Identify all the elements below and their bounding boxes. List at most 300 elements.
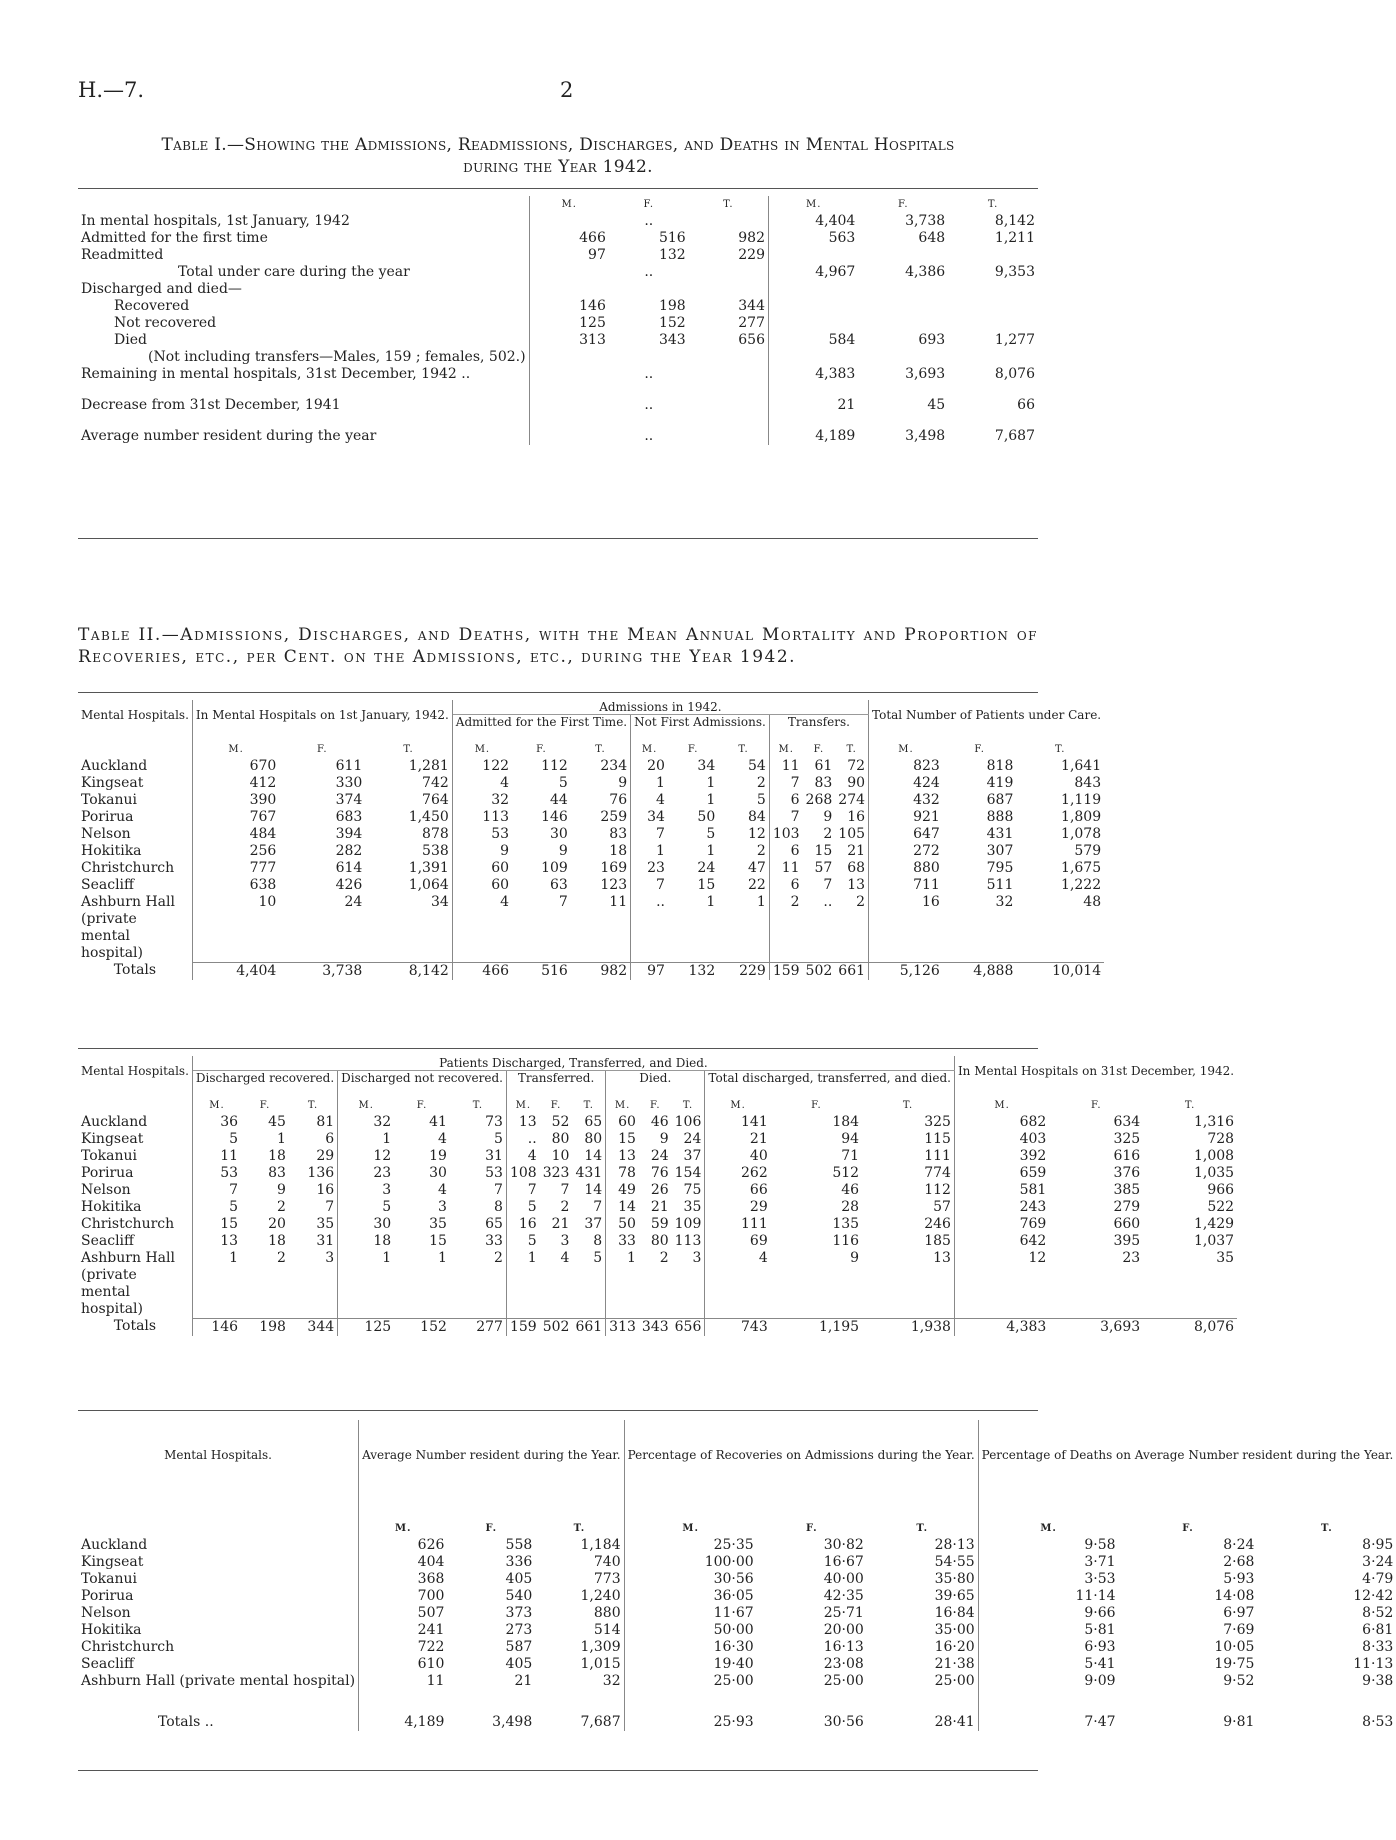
value-cell: 19·75 — [1214, 1656, 1255, 1672]
value-cell: 368 — [417, 1571, 445, 1587]
hospital-row — [78, 775, 1104, 792]
total-cell: 7·47 — [1084, 1714, 1116, 1730]
value-cell: 30·82 — [823, 1537, 864, 1553]
value-cell: 28 — [841, 1199, 860, 1215]
total-cell: 1,195 — [771, 1318, 862, 1336]
value-cell: 584 — [828, 332, 856, 348]
value-cell: 3,693 — [905, 366, 946, 382]
total-cell: 25·93 — [713, 1714, 754, 1730]
value-cell: 23 — [373, 1165, 392, 1181]
value-cell: 12 — [373, 1148, 392, 1164]
value-cell: 4 — [656, 792, 665, 808]
empty-cell — [948, 349, 1038, 366]
value-cell: 431 — [572, 1165, 605, 1182]
value-cell: 78 — [618, 1165, 636, 1181]
value-cell: 403 — [1019, 1131, 1047, 1147]
value-cell: 405 — [505, 1571, 533, 1587]
empty-cell — [948, 281, 1038, 298]
mft-head: M. — [394, 1523, 412, 1534]
value-cell: 5 — [229, 1131, 239, 1147]
value-cell: 507 — [417, 1605, 445, 1621]
empty-cell — [948, 298, 1038, 315]
total-cell: 146 — [192, 1318, 241, 1336]
value-cell: 184 — [832, 1114, 860, 1130]
value-cell: 6 — [790, 792, 800, 808]
hospital-name: Auckland — [78, 758, 192, 775]
value-cell: 53 — [220, 1165, 239, 1181]
value-cell: 3,738 — [905, 213, 946, 229]
row-label: Not recovered — [78, 315, 529, 332]
value-cell: 146 — [541, 809, 568, 825]
value-cell: 16·30 — [713, 1639, 754, 1655]
total-cell: 1,938 — [862, 1318, 954, 1336]
value-cell: 13 — [518, 1114, 537, 1130]
value-cell: 1 — [527, 1250, 537, 1266]
value-cell: 66 — [749, 1182, 768, 1198]
hospital-name: Kingseat — [78, 1131, 192, 1148]
mft-head: T. — [1055, 744, 1066, 755]
value-cell: 123 — [571, 877, 631, 894]
value-cell: 30 — [373, 1216, 392, 1232]
value-cell: 241 — [417, 1622, 445, 1638]
value-cell: 823 — [913, 758, 940, 774]
value-cell: 1,035 — [1193, 1165, 1235, 1181]
column-header: In Mental Hospitals on 31st December, 1942. — [957, 1063, 1235, 1078]
value-cell: 1 — [706, 792, 716, 808]
header-row — [78, 1056, 1237, 1071]
value-cell: 7 — [823, 877, 833, 893]
value-cell: .. — [644, 213, 654, 229]
table1 — [78, 196, 1038, 445]
value-cell: 113 — [482, 809, 510, 825]
total-cell: 4,383 — [954, 1318, 1049, 1336]
value-cell: 484 — [249, 826, 277, 842]
value-cell: 35 — [1216, 1250, 1235, 1266]
hospital-row — [78, 1537, 1396, 1554]
empty-cell — [689, 349, 769, 366]
value-cell: 1,675 — [1061, 860, 1102, 876]
row-label: Recovered — [78, 298, 529, 315]
value-cell: 7 — [560, 1182, 570, 1198]
mft-head: M. — [209, 1100, 225, 1111]
hospital-name: Seacliff — [78, 1233, 192, 1250]
mft-row — [78, 729, 1104, 758]
mft-head: M. — [682, 1523, 699, 1534]
value-cell: 373 — [505, 1605, 533, 1621]
value-cell: 431 — [986, 826, 1014, 842]
value-cell: .. — [823, 894, 833, 910]
table1-row — [78, 332, 1038, 349]
hospital-name: Nelson — [78, 826, 192, 843]
value-cell: 1 — [277, 1131, 286, 1147]
value-cell: 880 — [535, 1605, 624, 1622]
total-cell: 152 — [394, 1318, 450, 1336]
total-cell: 344 — [289, 1318, 338, 1336]
value-cell: 21 — [835, 843, 868, 860]
column-header: Mental Hospitals. — [78, 1420, 359, 1490]
value-cell: 21 — [749, 1131, 768, 1147]
table1-row — [78, 281, 1038, 298]
value-cell: 21 — [514, 1673, 533, 1689]
value-cell: 30 — [429, 1165, 447, 1181]
value-cell: 259 — [571, 809, 631, 826]
value-cell: 773 — [535, 1571, 624, 1588]
value-cell: 432 — [913, 792, 940, 808]
empty-cell — [689, 281, 769, 298]
column-header: Percentage of Deaths on Average Number resident during the Year. — [981, 1448, 1394, 1462]
value-cell: 14·08 — [1214, 1588, 1255, 1604]
value-cell: 19 — [429, 1148, 447, 1164]
value-cell: 7 — [790, 809, 800, 825]
value-cell: 2 — [659, 1250, 669, 1266]
value-cell: 6 — [790, 843, 800, 859]
value-cell: 4,386 — [905, 264, 946, 280]
value-cell: 1,211 — [994, 230, 1035, 246]
table1-top-rule — [78, 188, 1038, 189]
value-cell: 45 — [268, 1114, 286, 1130]
value-cell: 1,391 — [365, 860, 452, 877]
value-cell: 4,404 — [815, 213, 856, 229]
column-header: Patients Discharged, Transferred, and Died. — [192, 1056, 954, 1071]
value-cell: 1 — [656, 775, 665, 791]
value-cell: 256 — [249, 843, 277, 859]
value-cell: 4·79 — [1362, 1571, 1394, 1587]
mft-row — [78, 1490, 1396, 1537]
value-cell: 1,119 — [1061, 792, 1102, 808]
value-cell: 20·00 — [823, 1622, 864, 1638]
empty-cell — [529, 383, 609, 414]
value-cell: 376 — [1113, 1165, 1141, 1181]
mft-head: F. — [649, 1100, 661, 1111]
value-cell: 7 — [790, 775, 800, 791]
value-cell: 1 — [718, 894, 769, 962]
value-cell: 426 — [335, 877, 363, 893]
value-cell: 1 — [706, 894, 716, 910]
value-cell: 71 — [841, 1148, 860, 1164]
value-cell: 558 — [505, 1537, 533, 1553]
hospital-name: Auckland — [78, 1537, 359, 1554]
empty-cell — [529, 264, 609, 281]
value-cell: 3 — [382, 1182, 392, 1198]
hospital-row — [78, 1114, 1237, 1131]
value-cell: 65 — [572, 1114, 605, 1131]
hospital-row — [78, 1554, 1396, 1571]
value-cell: 2 — [790, 894, 800, 910]
value-cell: 37 — [572, 1216, 605, 1233]
column-header: Not First Admissions. — [631, 715, 770, 730]
value-cell: 111 — [741, 1216, 768, 1232]
value-cell: 9 — [558, 843, 568, 859]
value-cell: 511 — [986, 877, 1014, 893]
value-cell: 112 — [862, 1182, 954, 1199]
column-header: In Mental Hospitals on 1st January, 1942. — [192, 700, 452, 729]
mft-head: M. — [358, 1100, 374, 1111]
value-cell: 728 — [1207, 1131, 1235, 1147]
value-cell: 154 — [672, 1165, 705, 1182]
empty-cell — [529, 281, 609, 298]
empty-cell — [689, 366, 769, 383]
table2-part1-rule — [78, 1048, 1038, 1049]
header-row — [78, 1420, 1396, 1490]
value-cell: 13 — [862, 1250, 954, 1318]
value-cell: 15 — [814, 843, 833, 859]
value-cell: 24 — [672, 1131, 705, 1148]
total-cell: 4,404 — [192, 962, 279, 980]
value-cell: 53 — [491, 826, 510, 842]
value-cell: 32 — [995, 894, 1014, 910]
value-cell: 36 — [220, 1114, 239, 1130]
column-header: Total Number of Patients under Care. — [872, 707, 1102, 722]
value-cell: 5 — [718, 792, 769, 809]
value-cell: 660 — [1113, 1216, 1141, 1232]
value-cell: 419 — [986, 775, 1014, 791]
column-header: Transfers. — [769, 715, 868, 730]
value-cell: 34 — [697, 758, 716, 774]
value-cell: 2 — [823, 826, 833, 842]
value-cell: 1 — [626, 1250, 636, 1266]
value-cell: 325 — [1113, 1131, 1141, 1147]
value-cell: 32 — [373, 1114, 392, 1130]
value-cell: 843 — [1074, 775, 1102, 791]
value-cell: 3 — [437, 1199, 447, 1215]
totals-row — [78, 962, 1104, 980]
value-cell: 23·08 — [823, 1656, 864, 1672]
value-cell: 272 — [913, 843, 940, 859]
value-cell: 24 — [344, 894, 363, 910]
value-cell: 1 — [656, 843, 665, 859]
value-cell: 35 — [429, 1216, 447, 1232]
value-cell: 7 — [289, 1199, 338, 1216]
value-cell: 54 — [718, 758, 769, 775]
value-cell: 1 — [382, 1131, 392, 1147]
value-cell: 6 — [289, 1131, 338, 1148]
value-cell: 9 — [500, 843, 510, 859]
value-cell: 12 — [1028, 1250, 1047, 1266]
value-cell: 392 — [1019, 1148, 1047, 1164]
mft-head: M. — [641, 744, 658, 755]
value-cell: 424 — [913, 775, 940, 791]
hospital-name: Tokanui — [78, 1571, 359, 1588]
value-cell: 3·71 — [1084, 1554, 1116, 1570]
empty-cell — [78, 1490, 359, 1537]
value-cell: 390 — [249, 792, 277, 808]
empty-cell — [858, 247, 948, 264]
col-head: T. — [689, 196, 769, 213]
value-cell: 323 — [542, 1165, 570, 1181]
value-cell: 69 — [749, 1233, 768, 1249]
value-cell: 764 — [365, 792, 452, 809]
total-cell: 28·41 — [867, 1690, 978, 1731]
value-cell: 22 — [718, 877, 769, 894]
value-cell: 616 — [1113, 1148, 1141, 1164]
value-cell: 100·00 — [704, 1554, 754, 1570]
value-cell: 21 — [650, 1199, 669, 1215]
value-cell: 1,809 — [1061, 809, 1102, 825]
mft-head: F. — [1090, 1100, 1102, 1111]
value-cell: 83 — [268, 1165, 286, 1181]
total-cell: 313 — [606, 1318, 639, 1336]
value-cell: 3·53 — [1084, 1571, 1116, 1587]
value-cell: 1,641 — [1061, 758, 1102, 774]
value-cell: 1,281 — [365, 758, 452, 775]
value-cell: 711 — [913, 877, 940, 893]
value-cell: 234 — [571, 758, 631, 775]
value-cell: 2 — [450, 1250, 507, 1318]
value-cell: 273 — [505, 1622, 533, 1638]
value-cell: 122 — [482, 758, 510, 774]
column-header: Discharged not recovered. — [338, 1071, 507, 1086]
value-cell: 516 — [658, 230, 686, 246]
value-cell: 80 — [572, 1131, 605, 1148]
hospital-name: Nelson — [78, 1182, 192, 1199]
empty-cell — [529, 366, 609, 383]
value-cell: 94 — [841, 1131, 860, 1147]
value-cell: 146 — [579, 298, 606, 314]
value-cell: 50 — [697, 809, 716, 825]
value-cell: 11 — [781, 860, 800, 876]
mft-head: M. — [778, 744, 794, 755]
value-cell: 611 — [335, 758, 363, 774]
value-cell: 610 — [417, 1656, 445, 1672]
value-cell: 774 — [862, 1165, 954, 1182]
value-cell: 1,309 — [535, 1639, 624, 1656]
mft-head: F. — [317, 744, 328, 755]
value-cell: .. — [644, 428, 654, 444]
value-cell: 21·38 — [867, 1656, 978, 1673]
value-cell: 4 — [500, 775, 510, 791]
totals-row — [78, 1690, 1396, 1731]
mft-head: T. — [535, 1490, 624, 1537]
value-cell: 97 — [588, 247, 606, 263]
value-cell: 1,064 — [365, 877, 452, 894]
value-cell: 9·09 — [1084, 1673, 1116, 1689]
value-cell: 277 — [689, 315, 769, 332]
hospital-row — [78, 1656, 1396, 1673]
value-cell: 1 — [706, 775, 716, 791]
value-cell: 112 — [541, 758, 568, 774]
value-cell: 722 — [417, 1639, 445, 1655]
value-cell: 7·69 — [1223, 1622, 1255, 1638]
value-cell: 31 — [450, 1148, 507, 1165]
empty-cell — [689, 213, 769, 230]
mft-head: T. — [867, 1490, 978, 1537]
hospital-name: Kingseat — [78, 1554, 359, 1571]
value-cell: 8·33 — [1362, 1639, 1394, 1655]
total-cell: 9·81 — [1223, 1714, 1255, 1730]
value-cell: 72 — [835, 758, 868, 775]
hospital-row — [78, 1588, 1396, 1605]
value-cell: 514 — [535, 1622, 624, 1639]
value-cell: 648 — [918, 230, 946, 246]
empty-cell — [78, 729, 192, 758]
mft-head: T. — [672, 1085, 705, 1114]
value-cell: 115 — [862, 1131, 954, 1148]
table2-part2-rule — [78, 1410, 1038, 1411]
row-label: Average number resident during the year — [78, 414, 529, 445]
value-cell: 103 — [772, 826, 800, 842]
mft-head: F. — [1182, 1523, 1194, 1534]
value-cell: 18 — [268, 1148, 286, 1164]
totals-row — [78, 1318, 1237, 1336]
value-cell: 61 — [814, 758, 833, 774]
value-cell: 9·52 — [1223, 1673, 1255, 1689]
empty-cell — [948, 247, 1038, 264]
value-cell: 12 — [718, 826, 769, 843]
value-cell: 5·41 — [1084, 1656, 1116, 1672]
value-cell: 15 — [220, 1216, 239, 1232]
value-cell: 5 — [527, 1199, 537, 1215]
value-cell: 412 — [249, 775, 277, 791]
value-cell: 5 — [527, 1233, 537, 1249]
value-cell: 563 — [828, 230, 856, 246]
table2-bottom-rule — [78, 1770, 1038, 1771]
hospital-name: Ashburn Hall (private mental hospital) — [78, 1250, 192, 1318]
hospital-name: Tokanui — [78, 1148, 192, 1165]
value-cell: 1 — [382, 1250, 392, 1266]
column-header: Admissions in 1942. — [452, 700, 868, 715]
value-cell: 7 — [656, 826, 665, 842]
value-cell: 11 — [571, 894, 631, 962]
value-cell: 1,184 — [535, 1537, 624, 1554]
hospital-name: Ashburn Hall (private mental hospital) — [78, 1673, 359, 1690]
value-cell: 11·13 — [1353, 1656, 1394, 1672]
col-head: F. — [897, 199, 909, 210]
hospital-name: Christchurch — [78, 1216, 192, 1233]
value-cell: 3·24 — [1362, 1554, 1394, 1570]
value-cell: 4,189 — [815, 428, 856, 444]
value-cell: 8·24 — [1223, 1537, 1255, 1553]
value-cell: 9 — [277, 1182, 286, 1198]
mft-head: T. — [289, 1085, 338, 1114]
value-cell: 81 — [289, 1114, 338, 1131]
value-cell: 818 — [986, 758, 1014, 774]
value-cell: 740 — [535, 1554, 624, 1571]
value-cell: 1,277 — [994, 332, 1035, 348]
total-cell: 132 — [668, 962, 718, 980]
value-cell: 405 — [505, 1656, 533, 1672]
value-cell: 16 — [518, 1216, 537, 1232]
value-cell: 274 — [835, 792, 868, 809]
value-cell: 693 — [918, 332, 946, 348]
value-cell: 57 — [862, 1199, 954, 1216]
value-cell: 9 — [659, 1131, 669, 1147]
mft-head: F. — [805, 1523, 818, 1534]
value-cell: 80 — [650, 1233, 669, 1249]
value-cell: 63 — [550, 877, 568, 893]
hospital-row — [78, 792, 1104, 809]
value-cell: 21 — [837, 397, 856, 413]
value-cell: 16·67 — [823, 1554, 864, 1570]
row-label: (Not including transfers—Males, 159 ; females, 502.) — [78, 349, 529, 366]
empty-cell — [769, 349, 859, 366]
hospital-row — [78, 1605, 1396, 1622]
table1-row — [78, 264, 1038, 281]
value-cell: 1,015 — [535, 1656, 624, 1673]
empty-cell — [609, 349, 689, 366]
hospital-row — [78, 894, 1104, 962]
value-cell: 325 — [862, 1114, 954, 1131]
hospital-row — [78, 860, 1104, 877]
value-cell: 9,353 — [994, 264, 1035, 280]
hospital-name: Auckland — [78, 1114, 192, 1131]
value-cell: 32 — [491, 792, 510, 808]
value-cell: 8·52 — [1362, 1605, 1394, 1621]
value-cell: 5 — [229, 1199, 239, 1215]
value-cell: 80 — [551, 1131, 570, 1147]
value-cell: 76 — [571, 792, 631, 809]
table1-title-line1: Table I.—Showing the Admissions, Readmissions, Discharges, and Deaths in Mental Hospitals — [161, 135, 955, 155]
value-cell: 33 — [450, 1233, 507, 1250]
